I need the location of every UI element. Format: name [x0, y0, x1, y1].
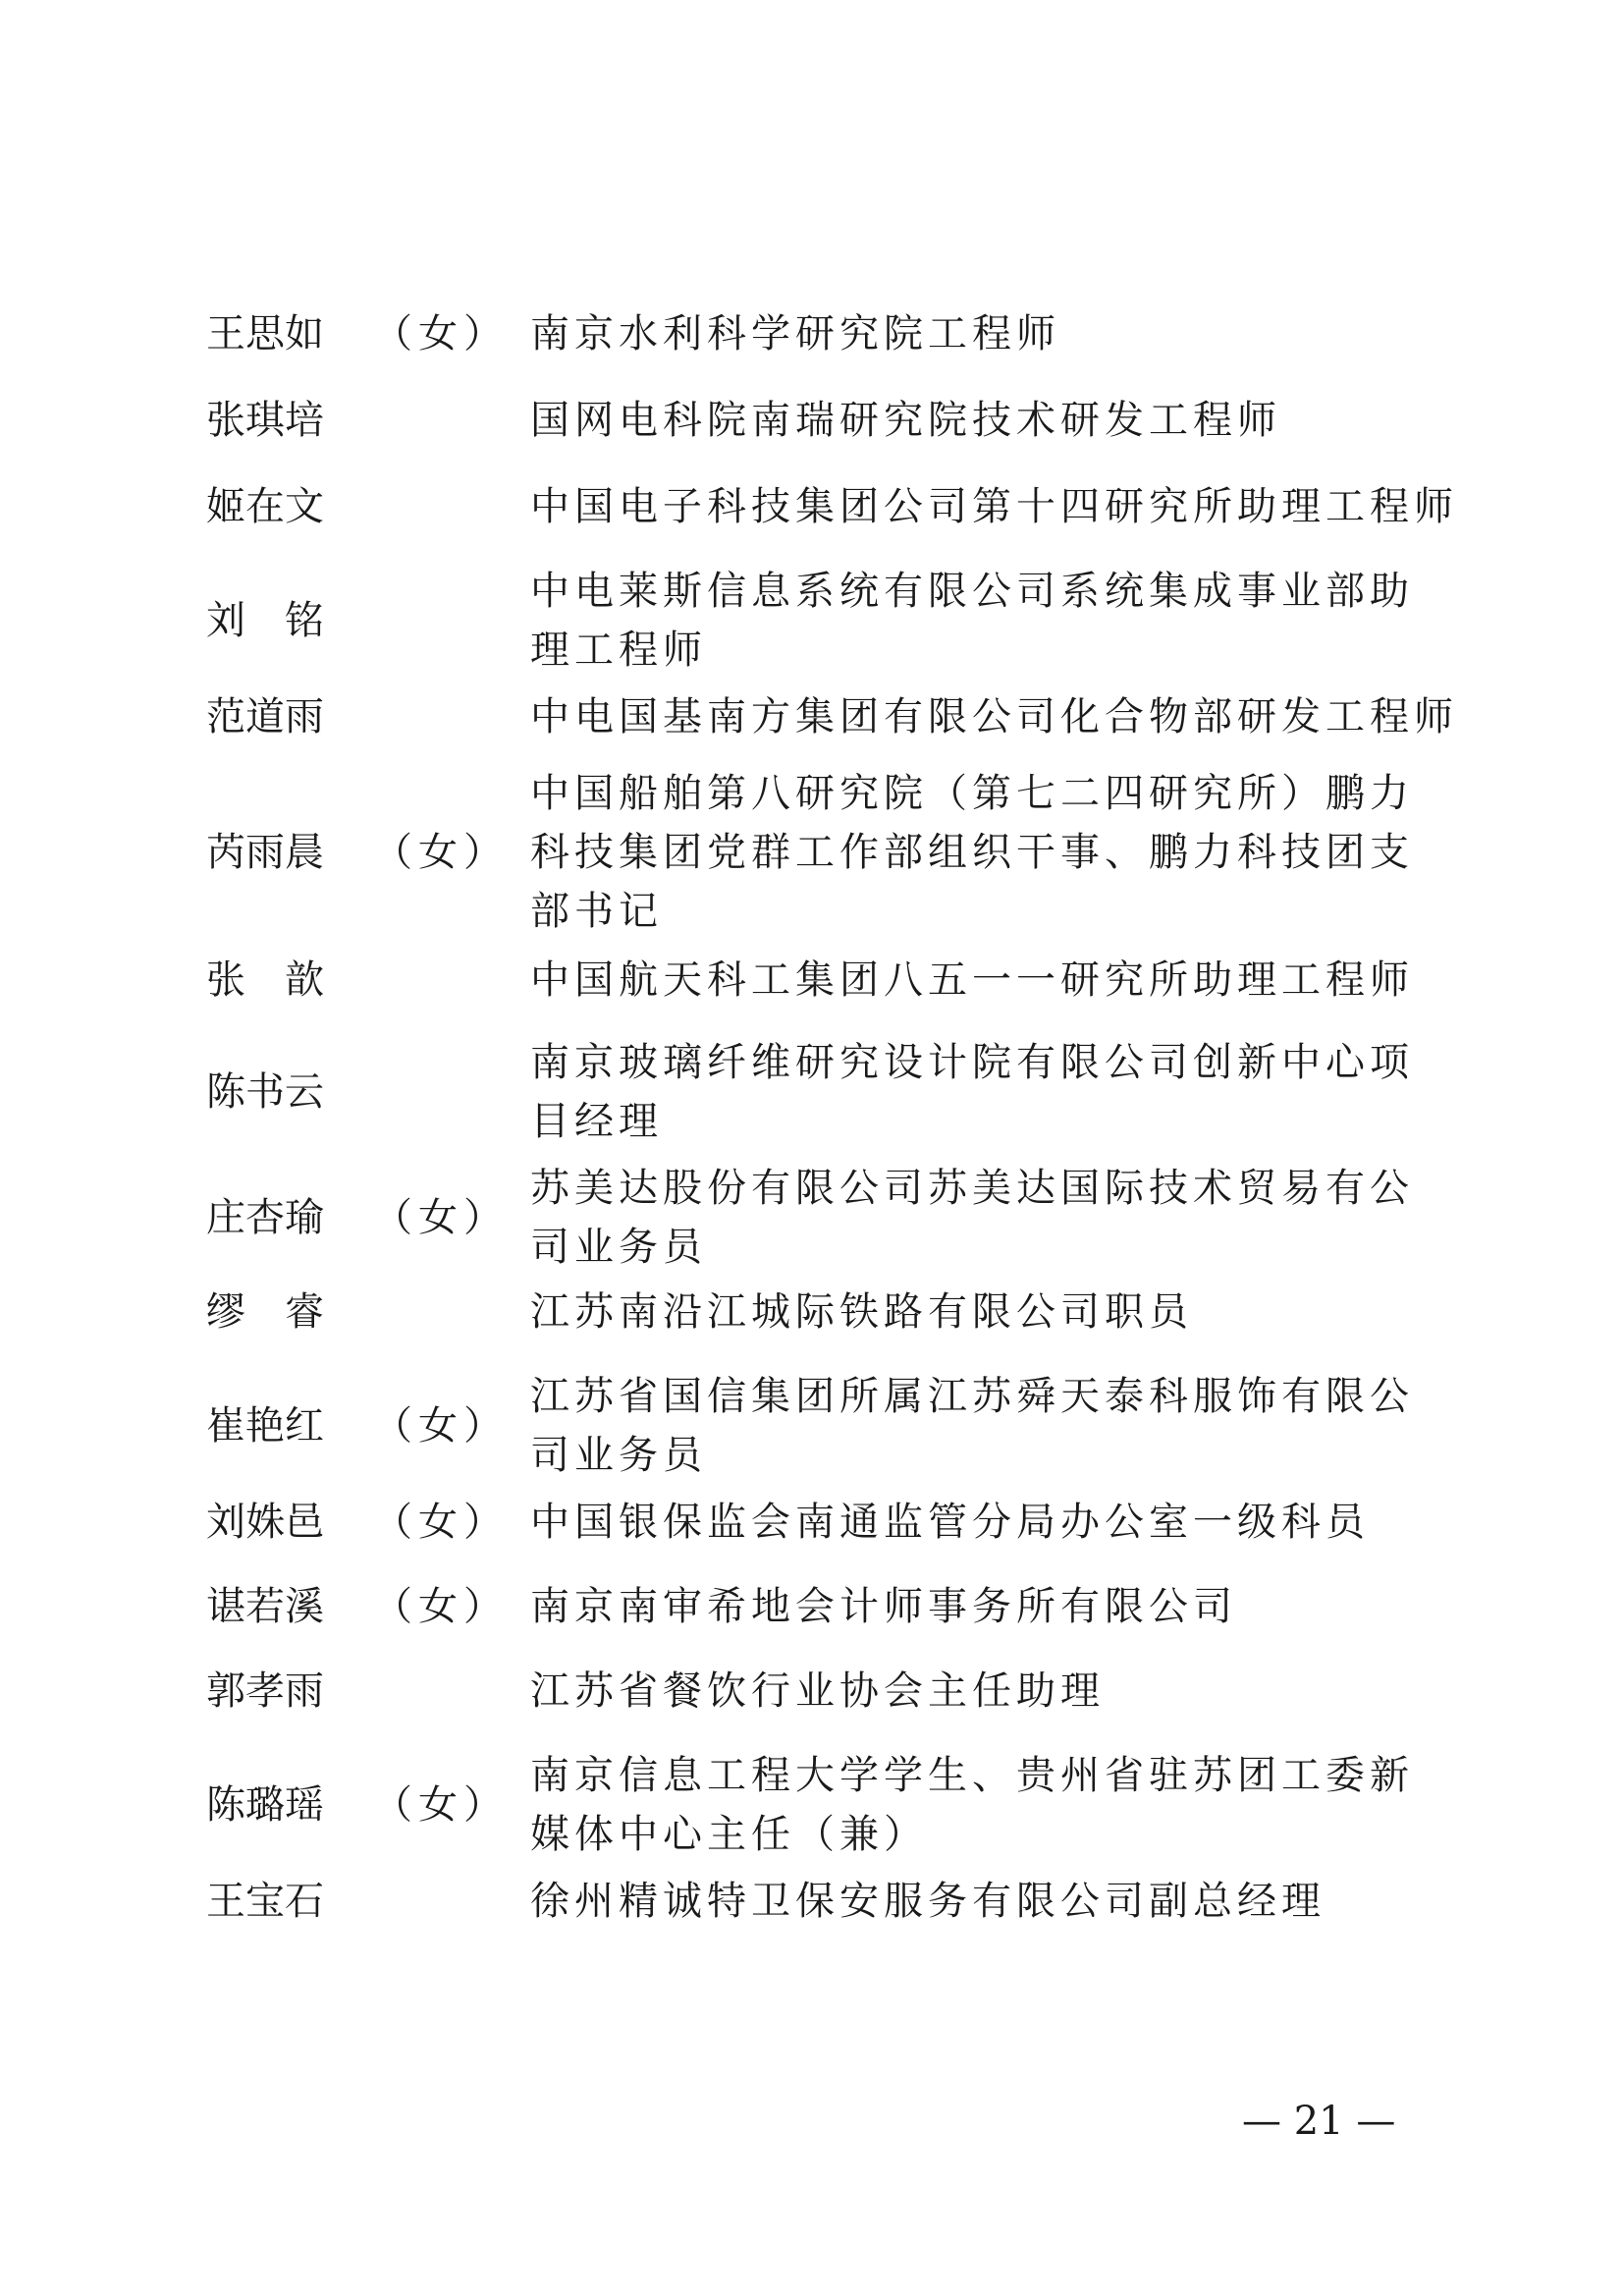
person-name: 姬在文 [206, 484, 324, 529]
person-title [530, 1033, 1414, 1151]
person-name: 陈书云 [206, 1069, 324, 1115]
person-name: 张琪培 [206, 398, 324, 443]
gender-label: （女） [373, 830, 509, 875]
title-line: 司业务员 [530, 1225, 707, 1270]
person-name: 庄杏瑜 [206, 1195, 324, 1240]
person-name: 王思如 [206, 311, 324, 356]
title-line: 理工程师 [530, 628, 707, 673]
person-title [530, 764, 1414, 941]
gender-label: （女） [373, 1782, 509, 1828]
person-title [530, 1283, 1414, 1341]
title-line: 中国航天科工集团八五一一研究所助理工程师 [530, 957, 1414, 1003]
title-line: 江苏南沿江城际铁路有限公司职员 [530, 1289, 1193, 1335]
title-line: 南京信息工程大学学生、贵州省驻苏团工委新 [530, 1753, 1414, 1798]
person-title [530, 1872, 1414, 1931]
person-title [530, 1662, 1414, 1721]
person-name: 芮雨晨 [206, 830, 324, 875]
title-line: 中国银保监会南通监管分局办公室一级科员 [530, 1500, 1370, 1545]
person-title [530, 562, 1414, 680]
person-name: 刘姝邑 [206, 1500, 324, 1545]
gender-label: （女） [373, 311, 509, 356]
title-line: 江苏省国信集团所属江苏舜天泰科服饰有限公 [530, 1374, 1414, 1419]
person-name: 谌若溪 [206, 1584, 324, 1629]
title-line: 南京玻璃纤维研究设计院有限公司创新中心项 [530, 1040, 1414, 1085]
title-line: 中电莱斯信息系统有限公司系统集成事业部助 [530, 569, 1414, 614]
title-line: 苏美达股份有限公司苏美达国际技术贸易有公 [530, 1166, 1414, 1211]
title-line: 中国电子科技集团公司第十四研究所助理工程师 [530, 484, 1458, 529]
person-title [530, 1577, 1414, 1636]
person-name: 崔艳红 [206, 1403, 324, 1449]
person-name: 陈璐瑶 [206, 1782, 324, 1828]
person-title [530, 951, 1414, 1010]
gender-label: （女） [373, 1403, 509, 1449]
person-name: 郭孝雨 [206, 1668, 324, 1714]
title-line: 中电国基南方集团有限公司化合物部研发工程师 [530, 694, 1458, 739]
person-title [530, 304, 1414, 363]
title-line: 媒体中心主任（兼） [530, 1812, 928, 1857]
title-line: 徐州精诚特卫保安服务有限公司副总经理 [530, 1879, 1325, 1924]
person-title [530, 391, 1414, 450]
person-title [530, 477, 1458, 536]
person-name: 缪 睿 [206, 1289, 324, 1335]
title-line: 中国船舶第八研究院（第七二四研究所）鹏力 [530, 771, 1414, 816]
title-line: 部书记 [530, 889, 663, 934]
person-title [530, 1367, 1414, 1485]
person-name: 张 歆 [206, 957, 324, 1003]
title-line: 司业务员 [530, 1433, 707, 1478]
person-name: 刘 铭 [206, 598, 324, 643]
person-name: 范道雨 [206, 694, 324, 739]
person-title [530, 1746, 1414, 1864]
person-title [530, 1159, 1414, 1277]
person-title [530, 687, 1458, 746]
gender-label: （女） [373, 1500, 509, 1545]
gender-label: （女） [373, 1195, 509, 1240]
title-line: 目经理 [530, 1099, 663, 1144]
title-line: 南京南审希地会计师事务所有限公司 [530, 1584, 1237, 1629]
title-line: 南京水利科学研究院工程师 [530, 311, 1060, 356]
gender-label: （女） [373, 1584, 509, 1629]
title-line: 国网电科院南瑞研究院技术研发工程师 [530, 398, 1281, 443]
title-line: 科技集团党群工作部组织干事、鹏力科技团支 [530, 830, 1414, 875]
title-line: 江苏省餐饮行业协会主任助理 [530, 1668, 1105, 1714]
page-number: — 21 — [1242, 2099, 1396, 2144]
person-title [530, 1493, 1414, 1552]
person-name: 王宝石 [206, 1879, 324, 1924]
